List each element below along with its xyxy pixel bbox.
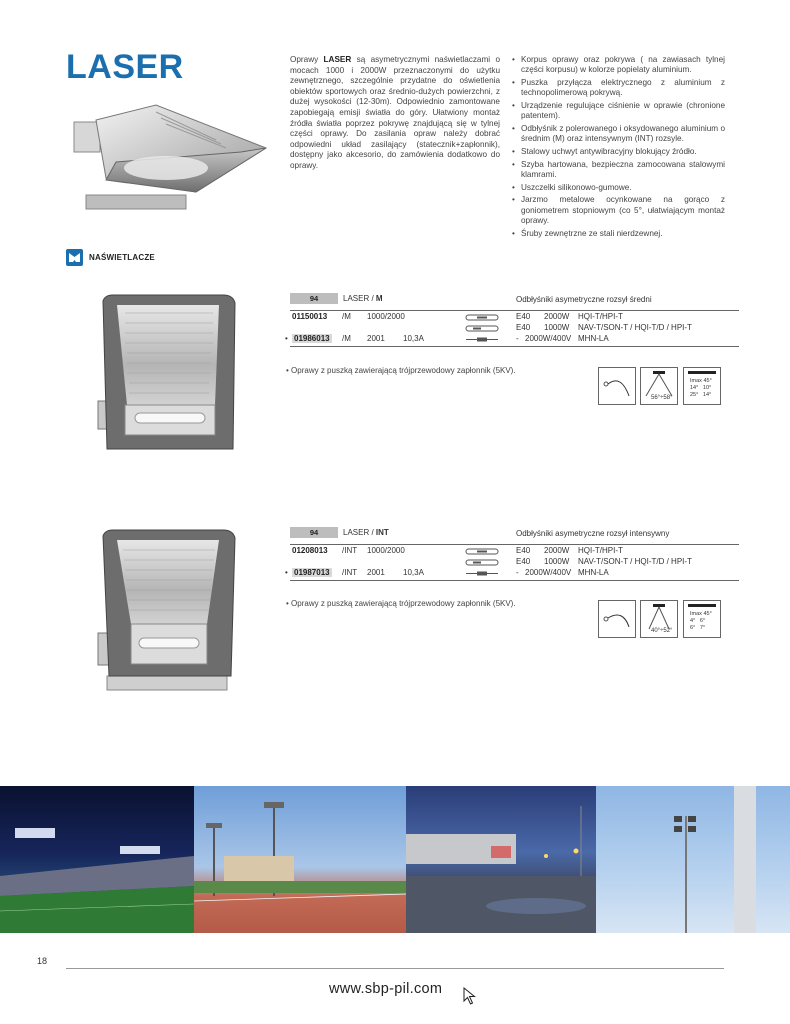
lamp-wattage: 2000W/400V xyxy=(525,334,572,343)
beam-curve-diagram xyxy=(598,600,636,638)
laser-floodlight-image xyxy=(66,100,276,218)
lamp-tubular-icon xyxy=(465,559,499,566)
list-bullet: • xyxy=(285,334,288,343)
lamp-socket: E40 xyxy=(516,546,531,555)
laser-int-floodlight-image xyxy=(95,528,240,692)
product-name: LASER / INT xyxy=(343,528,389,537)
product-code: 01208013 xyxy=(292,546,328,555)
light-mast-photo xyxy=(596,786,790,933)
category-label: NAŚWIETLACZE xyxy=(89,252,155,262)
footer-divider xyxy=(66,968,724,969)
table-rule xyxy=(290,544,739,545)
page-code-badge: 94 xyxy=(290,293,338,304)
page-title: LASER xyxy=(66,48,184,86)
cursor-arrow-icon xyxy=(463,987,477,1005)
lamp-wattage: 1000W xyxy=(544,557,570,566)
product-table-int xyxy=(282,546,742,582)
product-variant: /M xyxy=(342,312,351,321)
imax-diagram xyxy=(683,367,721,405)
imax-diagram xyxy=(683,600,721,638)
lamp-type: NAV-T/SON-T / HQI-T/D / HPI-T xyxy=(578,557,692,566)
product-power: 1000/2000 xyxy=(367,312,405,321)
lamp-wattage: 2000W/400V xyxy=(525,568,572,577)
product-name: LASER / M xyxy=(343,294,383,303)
lamp-tubular-icon xyxy=(465,325,499,332)
beam-curve-diagram xyxy=(598,367,636,405)
imax-label: Imax 45° xyxy=(690,378,712,384)
laser-m-floodlight-image xyxy=(95,293,240,455)
stadium-night-photo xyxy=(0,786,194,933)
feature-item: • Odbłyśnik z polerowanego i oksydowanego aluminium o średnim (M) oraz intensywnym (INT) rozsyle. xyxy=(512,124,725,145)
feature-item: • Puszka przyłącza elektrycznego z aluminium z technopolimerową pokrywą. xyxy=(512,78,725,99)
website-link[interactable]: www.sbp-pil.com xyxy=(329,981,442,997)
floodlight-category-icon xyxy=(66,249,83,266)
tennis-courts-photo xyxy=(194,786,406,933)
feature-item: • Urządzenie regulujące ciśnienie w oprawie (chronione patentem). xyxy=(512,101,725,122)
category-header xyxy=(66,248,155,266)
imax-values: 14° 10° 25° 14° xyxy=(690,385,712,398)
lamp-linear-icon xyxy=(465,337,499,342)
product-description: Oprawy LASER są asymetrycznymi naświetlaczami o mocach 1000 i 2000W przeznaczonymi do użytku zewnętrznego, szczególnie przydatne do oświetlenia obiektów sportowych oraz średnio-dużych powierzchni, z dużej wysokości (12-30m). Odpowiednio zamontowane zapobiegają emisji światła do góry. Ułatwiony montaż źródła światła poprzez pokrywę znajdującą się w tylnej części oprawy. Do zasilania opraw należy dobrać odpowiedni układ zasilający (statecznik+zapłonnik), dostępny jako akcesorio, do zamówienia dodatkowo do oprawy. xyxy=(290,55,501,170)
feature-item: • Jarzmo metalowe ocynkowane na gorąco z goniometrem stopniowym (co 5°, ułatwiającym montaż oprawy. xyxy=(512,195,725,226)
product-current: 10,3A xyxy=(403,568,424,577)
lamp-type: NAV-T/SON-T / HQI-T/D / HPI-T xyxy=(578,323,692,332)
product-power: 1000/2000 xyxy=(367,546,405,555)
lamp-type: HQI-T/HPI-T xyxy=(578,546,623,555)
feature-item: • Stalowy uchwyt antywibracyjny blokujący źródło. xyxy=(512,147,725,157)
lamp-wattage: 2000W xyxy=(544,546,570,555)
product-variant: /INT xyxy=(342,568,358,577)
lamp-wattage: 1000W xyxy=(544,323,570,332)
page-code-badge: 94 xyxy=(290,527,338,538)
lamp-type: HQI-T/HPI-T xyxy=(578,312,623,321)
lamp-socket: E40 xyxy=(516,312,531,321)
reflector-type: Odbłyśniki asymetryczne rozsył intensywny xyxy=(516,529,670,538)
lamp-socket: E40 xyxy=(516,323,531,332)
lamp-socket: E40 xyxy=(516,557,531,566)
product-code: 01986013 xyxy=(294,334,330,343)
lamp-type: MHN-LA xyxy=(578,334,609,343)
imax-label: Imax 45° xyxy=(690,611,712,617)
lamp-tubular-icon xyxy=(465,314,499,321)
lamp-socket: - xyxy=(516,334,519,343)
reflector-type: Odbłyśniki asymetryczne rozsył średni xyxy=(516,295,652,304)
page-number: 18 xyxy=(37,956,48,966)
product-code: 01150013 xyxy=(292,312,328,321)
feature-item: • Szyba hartowana, bezpieczna zamocowana stalowymi klamrami. xyxy=(512,160,725,181)
product-variant: /INT xyxy=(342,546,358,555)
table-rule xyxy=(290,580,739,581)
lamp-type: MHN-LA xyxy=(578,568,609,577)
beam-angle-value: 40°÷52° xyxy=(651,628,673,634)
lamp-socket: - xyxy=(516,568,519,577)
imax-values: 4° 6° 6° 7° xyxy=(690,618,706,631)
beam-angle-value: 56°÷58° xyxy=(651,395,673,401)
table-rule xyxy=(290,310,739,311)
lamp-wattage: 2000W xyxy=(544,312,570,321)
product-variant: /M xyxy=(342,334,351,343)
product-power: 2001 xyxy=(367,334,385,343)
product-table-m xyxy=(282,312,742,348)
product-note: • Oprawy z puszką zawierającą trójprzewodowy zapłonnik (5KV). xyxy=(286,599,516,608)
list-bullet: • xyxy=(285,568,288,577)
beam-angle-diagram xyxy=(640,600,678,638)
feature-item: • Uszczelki silikonowo-gumowe. xyxy=(512,183,725,193)
product-power: 2001 xyxy=(367,568,385,577)
beam-angle-diagram xyxy=(640,367,678,405)
product-current: 10,3A xyxy=(403,334,424,343)
parking-lot-photo xyxy=(406,786,596,933)
feature-item: • Korpus oprawy oraz pokrywa ( na zawiasach tylnej części korpusu) w kolorze popielaty aluminium. xyxy=(512,55,725,76)
feature-list xyxy=(512,55,725,241)
lamp-linear-icon xyxy=(465,571,499,576)
product-note: • Oprawy z puszką zawierającą trójprzewodowy zapłonnik (5KV). xyxy=(286,366,516,375)
lamp-tubular-icon xyxy=(465,548,499,555)
table-rule xyxy=(290,346,739,347)
product-code: 01987013 xyxy=(294,568,330,577)
feature-item: • Śruby zewnętrzne ze stali nierdzewnej. xyxy=(512,229,725,239)
